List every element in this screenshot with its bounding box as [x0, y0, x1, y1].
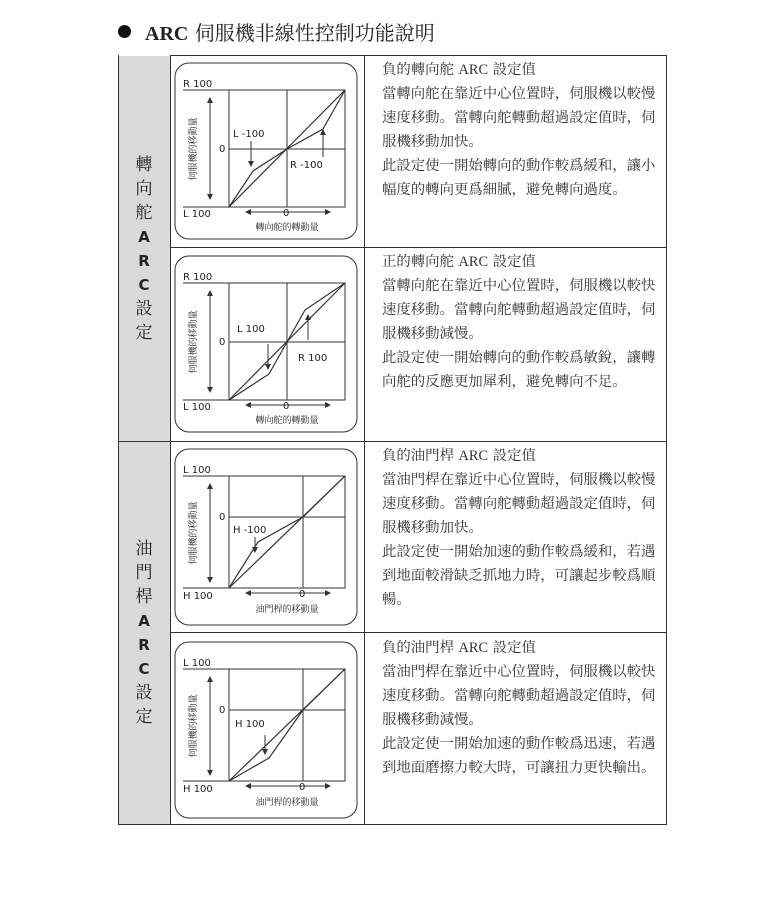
zero-x: 0	[283, 401, 290, 412]
mark-label: H -100	[233, 525, 267, 536]
bottom-label: L 100	[183, 402, 211, 413]
sidebar-char: 設	[135, 298, 153, 319]
row-2-text	[382, 250, 666, 394]
y-axis-label: 伺服機的移動量	[189, 310, 199, 374]
bottom-label: H 100	[183, 591, 213, 602]
x-axis-label: 轉向舵的轉動量	[255, 223, 319, 233]
title-prefix: ARC	[145, 22, 189, 45]
arc-curve-diagram	[173, 447, 359, 629]
y-axis-label: 伺服機的移動量	[189, 501, 199, 565]
sidebar-char: 舵	[135, 202, 153, 223]
y-axis-label: 伺服機的移動量	[189, 117, 199, 181]
bottom-label: H 100	[183, 784, 213, 795]
zero-x: 0	[299, 782, 306, 793]
zero-y: 0	[219, 705, 226, 716]
mark-label: L 100	[237, 324, 265, 335]
sidebar-char: R	[138, 251, 150, 270]
mark-label: R 100	[298, 353, 328, 364]
sidebar-char: 向	[135, 178, 153, 199]
arc-curve-diagram	[173, 61, 359, 243]
row-heading: 正的轉向舵 ARC 設定值	[382, 254, 536, 270]
row-description: 此設定使一開始加速的動作較爲迅速，若遇到地面磨擦力較大時，可讓扭力更快輸出。	[382, 736, 656, 776]
table-border	[118, 824, 171, 825]
row-heading: 負的轉向舵 ARC 設定值	[382, 62, 536, 78]
sidebar-char: 油	[135, 538, 153, 559]
row-description: 此設定使一開始加速的動作較爲緩和，若遇到地面較滑缺乏抓地力時，可讓起步較爲順暢。	[382, 544, 656, 608]
arrow-head	[248, 161, 254, 167]
mark-label: H 100	[235, 719, 265, 730]
row-divider	[118, 441, 667, 442]
row-4-text	[382, 636, 666, 780]
top-label: L 100	[183, 658, 211, 669]
row-description: 當轉向舵在靠近中心位置時，伺服機以較快速度移動。當轉向舵轉動超過設定值時，伺服機移動減慢。	[382, 278, 656, 342]
x-axis-label: 轉向舵的轉動量	[255, 416, 319, 426]
sidebar-char: A	[138, 227, 150, 246]
sidebar-rudder-category	[118, 56, 170, 441]
zero-y: 0	[219, 144, 226, 155]
sidebar-char: C	[138, 659, 150, 678]
row-description: 當油門桿在靠近中心位置時，伺服機以較慢速度移動。當轉向舵轉動超過設定值時，伺服機移動加快。	[382, 472, 656, 536]
row-description: 當轉向舵在靠近中心位置時，伺服機以較慢速度移動。當轉向舵轉動超過設定值時，伺服機移動加快。	[382, 86, 656, 150]
top-label: L 100	[183, 465, 211, 476]
table-divider	[364, 55, 365, 825]
bottom-label: L 100	[183, 209, 211, 220]
sidebar-char: 定	[135, 322, 153, 343]
row-1-text	[382, 58, 666, 202]
sidebar-char: 定	[135, 706, 153, 727]
top-label: R 100	[183, 272, 213, 283]
zero-y: 0	[219, 337, 226, 348]
page-title	[118, 16, 435, 46]
row-divider	[170, 632, 667, 633]
row-description: 當油門桿在靠近中心位置時，伺服機以較快速度移動。當轉向舵轉動超過設定值時，伺服機移動減慢。	[382, 664, 656, 728]
sidebar-throttle-category	[118, 441, 170, 824]
row-heading: 負的油門桿 ARC 設定值	[382, 640, 536, 656]
x-axis-label: 油門桿的移動量	[255, 798, 319, 808]
arc-curve-diagram	[173, 254, 359, 436]
row-description: 此設定使一開始轉向的動作較爲緩和，讓小幅度的轉向更爲細膩，避免轉向過度。	[382, 158, 656, 198]
row-3-text	[382, 444, 666, 612]
sidebar-char: C	[138, 275, 150, 294]
top-label: R 100	[183, 79, 213, 90]
arc-curve-diagram	[173, 640, 359, 822]
sidebar-char: 桿	[135, 586, 153, 607]
zero-y: 0	[219, 512, 226, 523]
sidebar-char: 設	[135, 682, 153, 703]
title-rest: 伺服機非線性控制功能說明	[194, 20, 435, 45]
mark-label: L -100	[233, 129, 265, 140]
y-axis-label: 伺服機的移動量	[189, 694, 199, 758]
row-description: 此設定使一開始轉向的動作較爲敏銳，讓轉向舵的反應更加犀利，避免轉向不足。	[382, 350, 656, 390]
mark-label: R -100	[290, 160, 323, 171]
sidebar-char: 門	[135, 562, 153, 583]
zero-x: 0	[299, 589, 306, 600]
sidebar-char: A	[138, 611, 150, 630]
row-divider	[170, 247, 667, 248]
bullet-icon	[118, 25, 131, 38]
x-axis-label: 油門桿的移動量	[255, 605, 319, 615]
table-border	[118, 55, 119, 825]
sidebar-char: R	[138, 635, 150, 654]
sidebar-char: 轉	[135, 154, 153, 175]
zero-x: 0	[283, 208, 290, 219]
row-heading: 負的油門桿 ARC 設定值	[382, 448, 536, 464]
